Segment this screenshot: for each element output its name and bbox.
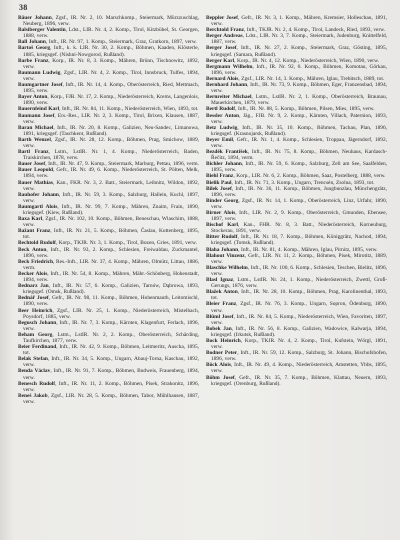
entry-name: Bezděk František bbox=[206, 149, 248, 156]
entry-details: , Korp., FJB. Nr. 17, 2. Komp., Niederösterreich, Krems, Langenlois, 1890, verw. bbox=[23, 94, 199, 107]
entry-name: Barbe Franz bbox=[18, 57, 49, 64]
casualty-entry bbox=[206, 301, 387, 313]
entry-name: Bitter Rudolf bbox=[206, 234, 238, 241]
casualty-entry bbox=[206, 125, 387, 137]
entry-name: Berger Karl bbox=[206, 57, 235, 64]
casualty-entry bbox=[18, 192, 199, 204]
entry-name: Bleier Franz bbox=[206, 301, 237, 308]
entry-name: Berger Andreas bbox=[206, 33, 243, 40]
casualty-entry bbox=[18, 259, 199, 271]
entry-name: Ball Johann bbox=[18, 39, 46, 46]
casualty-entry bbox=[206, 149, 387, 161]
entry-name: Beyer Emil bbox=[206, 136, 233, 143]
casualty-entry bbox=[206, 277, 387, 289]
entry-name: Böhm Josef bbox=[206, 374, 235, 381]
entry-details: , Inft., IR. Nr. 59, 3. Komp., Salzburg, Hallein, Kuchl, 1897, verw. bbox=[23, 191, 199, 204]
entry-name: Bauernfeind Karl bbox=[18, 106, 60, 113]
entry-details: , Inft., IR. Nr. 54, 8. Komp., Mähren, Mähr.-Schönberg, Hohenstadt, 1894, verw. bbox=[23, 270, 199, 284]
entry-name: Bauer Leopold bbox=[18, 167, 53, 174]
casualty-entry bbox=[18, 167, 199, 179]
entry-name: Bobek Jan bbox=[206, 325, 232, 332]
casualty-entry bbox=[18, 82, 199, 94]
casualty-entry bbox=[206, 265, 387, 277]
casualty-entry bbox=[18, 332, 199, 344]
entry-name: Bartoš Georg bbox=[18, 45, 51, 52]
entry-details: , Inft., IR. Nr. 21, 5. Komp., Böhmen, Časlau, Kuttenberg, 1895, tot. bbox=[23, 228, 199, 241]
entry-details: , Inft., IR. Nr. 36, 11. Komp., Böhmen, Jungbunzlau, Münchengrätz, 1896, verw. bbox=[211, 185, 387, 198]
casualty-entry bbox=[18, 308, 199, 320]
casualty-entry bbox=[18, 45, 199, 57]
casualty-entry bbox=[206, 222, 387, 234]
entry-name: Bauhofer Johann bbox=[18, 191, 59, 198]
entry-details: , Inft., IR. Nr. 97, 1. Komp., Steiermark, Graz, Gratkorn, 1897, verw. bbox=[45, 39, 197, 46]
entry-details: , Korp., IR. Nr. 4, 12. Komp., Niederösterreich, Wien, 1890, verw. bbox=[234, 57, 379, 64]
entry-details: , Inft., IR. Nr. 28, 10. Komp., Böhmen, Prag, Karolinenthal, 1893, tot. bbox=[211, 289, 387, 302]
casualty-entry bbox=[206, 137, 387, 149]
entry-name: Böck Alois bbox=[206, 362, 231, 369]
entry-name: Beck Anton bbox=[18, 246, 47, 253]
entry-details: , Gefr., IR. Nr. 3, 1. Komp., Mähren, Kremsier, Holleschau, 1891, verw. bbox=[211, 15, 387, 28]
entry-name: Blüml Josef bbox=[206, 313, 234, 320]
entry-name: Blaha Johann bbox=[206, 246, 239, 253]
entry-name: Blahout Vinzenz bbox=[206, 252, 245, 259]
entry-name: Bauer Mathias bbox=[18, 179, 53, 186]
entry-details: , Lstm., LstIR. Nr. 1, 4. Komp., Niederösterreich, Baden, Traiskirchen, 1878, verw. bbox=[23, 149, 199, 162]
casualty-entry bbox=[18, 137, 199, 149]
entry-details: , Ers.-Res., LIR. Nr. 2, 3. Komp., Tirol, Brixen, Klausen, 1887, verw. bbox=[23, 112, 199, 125]
entry-name: Benda Václav bbox=[18, 368, 51, 375]
casualty-entry bbox=[206, 350, 387, 362]
entry-name: Bessler Anton bbox=[206, 112, 240, 119]
casualty-entry bbox=[18, 70, 199, 82]
entry-details: , Inft., IR. Nr. 84, 11. Komp., Niederösterreich, Wien, 1893, tot. bbox=[59, 106, 199, 113]
entry-details: , Inft., IR. Nr. 73, 9. Komp., Böhmen, Eger, Franzensbad, 1894, verw. bbox=[211, 82, 387, 95]
entry-details: , Gefr., LIR. Nr. 11, 2. Komp., Böhmen, Pisek, Mirotitz, 1889, verw. bbox=[211, 252, 387, 265]
casualty-entry bbox=[18, 381, 199, 393]
entry-name: Blažek Anton bbox=[206, 289, 238, 296]
entry-name: Blasl Ignaz bbox=[206, 277, 234, 284]
entry-name: Bielik Paul bbox=[206, 179, 232, 186]
casualty-entry bbox=[18, 113, 199, 125]
entry-name: Bernreiter Michael bbox=[206, 94, 252, 101]
casualty-entry bbox=[18, 344, 199, 356]
casualty-entry bbox=[18, 356, 199, 368]
entry-name: Begusch Johann bbox=[18, 319, 57, 326]
entry-name: Bednarz Jan bbox=[18, 283, 49, 290]
entry-details: , Inft., IR. Nr. 59, 12. Komp., Salzburg, St. Johann, Bischofshofen, 1896, verw. bbox=[211, 350, 387, 363]
entry-details: , Inft., IR. Nr. 20, 8. Komp., Galizien, Neu-Sandec, Limanowa, 1891, kriegsgef. (Taschkent, Rußland). bbox=[23, 124, 199, 137]
entry-details: , Zgsf., IR. Nr. 76, 3. Komp., Ungarn, Sopron, Ödenburg, 1890, verw. bbox=[211, 301, 387, 314]
entry-details: , Inft., IR. Nr. 14, 4. Komp., Oberösterreich, Ried, Mettmach, 1895, verw. bbox=[23, 82, 199, 95]
entry-name: Bäuer Johann bbox=[18, 15, 52, 21]
entry-details: , Res.-Inft., LIR. Nr. 37, 4. Komp., Mähren, Olmütz, Littau, 1886, verm. bbox=[23, 258, 199, 271]
entry-details: , Gefr., IR. Nr. 98, 11. Komp., Böhmen, Hohenmauth, Leitomischl, 1890, verw. bbox=[23, 295, 199, 308]
casualty-entry bbox=[18, 228, 199, 240]
entry-details: , Inft., IR. Nr. 92, 6. Komp., Böhmen, Komotau, Görkau, 1896, verw. bbox=[211, 63, 387, 76]
casualty-entry bbox=[18, 393, 199, 405]
entry-name: Bertl Rudolf bbox=[206, 106, 236, 113]
entry-details: , Gefr., IR. Nr. 49, 6. Komp., Niederösterreich, St. Pölten, Melk, 1894, verw. bbox=[23, 167, 199, 180]
casualty-entry bbox=[206, 338, 387, 350]
entry-name: Bayer Anton bbox=[18, 94, 48, 101]
entry-details: , Inft., TKJR. Nr. 2, 4. Komp., Tirol, Landeck, Ried, 1893, verw. bbox=[243, 27, 386, 34]
casualty-entry bbox=[206, 198, 387, 210]
entry-name: Binder Georg bbox=[206, 197, 239, 204]
entry-details: , Gefr., IR. Nr. 1, 4. Komp., Schlesien, Troppau, Jägerndorf, 1892, verw. bbox=[211, 136, 387, 149]
entry-name: Blaschke Wilhelm bbox=[206, 264, 248, 271]
casualty-entry bbox=[206, 15, 387, 27]
casualty-entry bbox=[18, 271, 199, 283]
entry-details: , Inft., IR. Nr. 100, 6. Komp., Schlesien, Teschen, Bielitz, 1896, verw. bbox=[211, 264, 387, 277]
casualty-entry bbox=[18, 94, 199, 106]
entry-name: Bernard Alois bbox=[206, 75, 239, 82]
casualty-entry bbox=[206, 186, 387, 198]
entry-name: Bernhard Johann bbox=[206, 82, 248, 89]
casualty-entry bbox=[206, 94, 387, 106]
entry-details: , Jäg., FJB. Nr. 9, 2. Komp., Kärnten, Villach, Paternion, 1893, verw. bbox=[211, 112, 387, 125]
entry-details: , Zgsf., IR. Nr. 14, 1. Komp., Oberösterreich, Linz, Urfahr, 1890, verw. bbox=[211, 197, 387, 210]
entry-details: , Korp., TKJR. Nr. 4, 2. Komp., Tirol, Kufstein, Wörgl, 1891, verw. bbox=[211, 337, 387, 351]
casualty-entry bbox=[18, 216, 199, 228]
entry-details: , Inft., IR. Nr. 18, 7. Komp., Böhmen, Königgrätz, Nachod, 1894, kriegsgef. (Tomsk, Rußland). bbox=[211, 234, 387, 247]
entry-details: , Inft., IR. Nr. 35, 10. Komp., Böhmen, Tachau, Plan, 1896, kriegsgef. (Krasnojarsk, Rußland). bbox=[211, 124, 387, 137]
casualty-entry bbox=[18, 180, 199, 192]
entry-details: , Inft., k. k. LIR. Nr. 30, 2. Komp., Böhmen, Kaaden, Klösterle, 1885, kriegsgef. (Nishni-Nowgorod, Rußland). bbox=[23, 45, 199, 58]
entry-name: Bažant Franz bbox=[18, 228, 51, 235]
entry-details: , Korp., IR. Nr. 8, 3. Komp., Mähren, Brünn, Tischnowitz, 1892, verw. bbox=[23, 57, 199, 70]
casualty-entry bbox=[206, 113, 387, 125]
entry-name: Baxa Karl bbox=[18, 216, 43, 223]
entry-name: Betz Ludwig bbox=[206, 124, 238, 131]
entry-details: , Inft., IR. Nr. 7, 3. Komp., Kärnten, Klagenfurt, Ferlach, 1896, verw. bbox=[23, 319, 199, 332]
casualty-entry bbox=[206, 64, 387, 76]
casualty-entry bbox=[206, 45, 387, 57]
casualty-entry bbox=[18, 295, 199, 307]
entry-details: , Gefr., IR. Nr. 35, 7. Komp., Böhmen, Klattau, Neuern, 1893, kriegsgef. (Orenburg, Rußland). bbox=[211, 374, 387, 387]
entry-details: , Inft., IR. Nr. 27, 2. Komp., Steiermark, Graz, Gösting, 1895, kriegsgef. (Samara, Rußland). bbox=[211, 45, 387, 58]
entry-name: Bodner Peter bbox=[206, 350, 238, 357]
entry-details: , Zgsf., IR. Nr. 2, 10. Marschkomp., Steiermark, Mürzzuschlag, Neuberg, 1896, verw. bbox=[23, 15, 199, 28]
entry-name: Beham Georg bbox=[18, 331, 53, 338]
casualty-entry bbox=[18, 283, 199, 295]
entry-name: Benesch Rudolf bbox=[18, 380, 56, 387]
casualty-entry bbox=[18, 368, 199, 380]
casualty-entry bbox=[206, 375, 387, 387]
entry-details: , Inft., IR. Nr. 91, 7. Komp., Böhmen, Budweis, Frauenberg, 1894, verw. bbox=[23, 368, 199, 381]
right-column bbox=[206, 15, 387, 535]
entry-details: , Korp., LIR. Nr. 6, 2. Komp., Böhmen, Saaz, Postelberg, 1888, verw. bbox=[233, 173, 386, 180]
entry-name: Beneš Jakob bbox=[18, 392, 48, 399]
casualty-entry bbox=[206, 33, 387, 45]
entry-name: Baumgartner Josef bbox=[18, 82, 63, 89]
entry-details: , Inft., IR. Nr. 49, 4. Komp., Niederösterreich, Amstetten, Ybbs, 1895, verw. bbox=[211, 362, 387, 375]
entry-details: , Inft., IR. Nr. 75, 8. Komp., Böhmen, Neuhaus, Kardasch-Řečitz, 1894, verm. bbox=[211, 149, 387, 162]
casualty-entry bbox=[18, 320, 199, 332]
entry-details: , Inft., IR. Nr. 11, 2. Komp., Böhmen, Pisek, Strakonitz, 1896, verw. bbox=[23, 380, 199, 393]
entry-details: , Ldst., LIR. Nr. 4, 2. Komp., Tirol, Kitzbühel, St. Georgen, 1888, verw. bbox=[23, 27, 199, 40]
entry-details: , Zgsf., IR. Nr. 102, 10. Komp., Böhmen, Beneschau, Wlaschim, 1888, verw. bbox=[23, 216, 199, 229]
casualty-entry bbox=[18, 149, 199, 161]
entry-name: Baumann Josef bbox=[18, 112, 55, 119]
entry-details: , Inft., IR. Nr. 99, 7. Komp., Mähren, Znaim, Frain, 1890, kriegsgef. (Kiew, Rußland). bbox=[23, 203, 199, 216]
entry-details: , Kan., FKR. Nr. 3, 2. Batt., Steiermark, Leibnitz, Wildon, 1892, verw. bbox=[23, 179, 199, 192]
casualty-entry bbox=[206, 253, 387, 265]
entry-name: Bergmann Wilhelm bbox=[206, 63, 253, 70]
casualty-entry bbox=[18, 15, 199, 27]
entry-name: Belak Stefan bbox=[18, 356, 48, 363]
casualty-entry bbox=[206, 314, 387, 326]
entry-name: Beer Heinrich bbox=[18, 307, 53, 314]
entry-name: Baumann Ludwig bbox=[18, 69, 61, 76]
casualty-entry bbox=[206, 289, 387, 301]
entry-details: , Inft., IR. Nr. 56, 8. Komp., Galizien, Wadowice, Kalwarja, 1894, kriegsgef. (Irkutsk, Rußland). bbox=[211, 325, 387, 338]
entry-details: , Inft., IR. Nr. 57, 6. Komp., Galizien, Tarnów, Dąbrowa, 1893, kriegsgef. (Omsk, Rußland). bbox=[23, 283, 199, 296]
entry-name: Beck Friedrich bbox=[18, 258, 53, 265]
entry-details: , Lstm., LstIR. Nr. 24, 1. Komp., Niederösterreich, Zwettl, Groß-Gerungs, 1876, verw. bbox=[211, 277, 387, 290]
entry-details: , Inft., IR. Nr. 34, 5. Komp., Ungarn, Abauj-Torna, Kaschau, 1892, verw. bbox=[23, 356, 199, 369]
entry-details: , Inft., IR. Nr. 47, 9. Komp., Steiermark, Marburg, Pettau, 1896, verm. bbox=[45, 161, 199, 168]
casualty-entry bbox=[18, 125, 199, 137]
entry-name: Becker Alois bbox=[18, 270, 48, 277]
entry-name: Beier Ferdinand bbox=[18, 344, 57, 351]
entry-details: , Inft., IR. Nr. 93, 2. Komp., Schlesien, Freiwaldau, Zuckmantel, 1896, verw. bbox=[23, 246, 199, 259]
entry-details: , Ldst., LIR. Nr. 3, 7. Komp., Steiermark, Judenburg, Knittelfeld, 1887, verw. bbox=[211, 33, 387, 46]
entry-name: Balsiberger Valentin bbox=[18, 27, 66, 34]
entry-details: , Lstm., LstIR. Nr. 2, 1. Komp., Oberösterreich, Braunau, Mauerkirchen, 1879, verw. bbox=[211, 94, 387, 107]
casualty-entry bbox=[18, 204, 199, 216]
entry-details: , Inft., IR. Nr. 42, 9. Komp., Böhmen, Leitmeritz, Auscha, 1895, tot. bbox=[23, 344, 199, 357]
entry-name: Bechtold Rudolf bbox=[18, 240, 56, 247]
entry-name: Birner Alois bbox=[206, 210, 236, 216]
entry-details: , Zgsf., LIR. Nr. 28, 5. Komp., Böhmen, Tabor, Mühlhausen, 1887, verw. bbox=[23, 392, 199, 405]
casualty-entry bbox=[18, 27, 199, 39]
entry-name: Bischof Karl bbox=[206, 222, 238, 229]
entry-details: , Zgsf., LIR. Nr. 14, 3. Komp., Mähren, Iglau, Trebitsch, 1889, tot. bbox=[238, 75, 385, 82]
casualty-entry bbox=[206, 234, 387, 246]
entry-name: Bartl Franz bbox=[18, 149, 49, 156]
entry-name: Baumgartl Alois bbox=[18, 203, 58, 210]
entry-name: Bichler Johann bbox=[206, 161, 242, 168]
entry-name: Bednář Josef bbox=[18, 295, 49, 302]
casualty-entry bbox=[206, 326, 387, 338]
entry-name: Berchtold Franz bbox=[206, 27, 244, 34]
entry-name: Bauer Josef bbox=[18, 161, 46, 168]
entry-details: , Inft., IR. Nr. 71, 3. Komp., Ungarn, Trencsén, Zsolna, 1893, tot. bbox=[231, 179, 375, 186]
entry-name: Bock Heinrich bbox=[206, 337, 241, 344]
entry-details: , Zgsf., LIR. Nr. 4, 2. Komp., Tirol, Innsbruck, Tulfes, 1894, verw. bbox=[23, 69, 199, 82]
entry-details: , Zgsf., LIR. Nr. 25, 1. Komp., Niederösterreich, Mistelbach, Poysdorf, 1885, verw. bbox=[23, 307, 199, 320]
entry-name: Beppler Josef bbox=[206, 15, 238, 21]
casualty-entry bbox=[206, 82, 387, 94]
casualty-entry bbox=[206, 362, 387, 374]
entry-details: , Inft., IR. Nr. 59, 6. Komp., Salzburg, Zell am See, Saalfelden, 1895, verw. bbox=[211, 161, 387, 174]
left-column bbox=[18, 15, 199, 535]
casualty-entry bbox=[206, 210, 387, 222]
entry-name: Baran Michael bbox=[18, 124, 54, 131]
entry-name: Biehl Franz bbox=[206, 173, 234, 180]
entry-name: Barth Wenzel bbox=[18, 136, 51, 143]
entry-name: Bílek Josef bbox=[206, 185, 232, 192]
casualty-entry bbox=[206, 161, 387, 173]
entry-name: Berger Josef bbox=[206, 45, 237, 52]
entry-details: , Inft., LIR. Nr. 2, 9. Komp., Oberösterreich, Gmunden, Ebensee, 1897, verw. bbox=[211, 210, 387, 223]
entry-details: , Inft., IR. Nr. 81, 4. Komp., Mähren, Iglau, Pirnitz, 1895, verw. bbox=[238, 246, 378, 253]
entry-details: , Zgsf., IR. Nr. 28, 12. Komp., Böhmen, Prag, Smichow, 1889, verw. bbox=[23, 136, 199, 149]
entry-details: , Inft., IR. Nr. 84, 5. Komp., Niederösterreich, Wien, Favoriten, 1897, verw. bbox=[211, 313, 387, 326]
entry-details: , Kan., FHR. Nr. 8, 3. Batt., Niederösterreich, Korneuburg, Stockerau, 1891, verw. bbox=[211, 222, 387, 235]
page-number: 38 bbox=[19, 3, 28, 12]
entry-details: , Lstm., LstIR. Nr. 2, 2. Komp., Oberösterreich, Schärding, Taufkirchen, 1877, verw. bbox=[23, 331, 199, 344]
entry-details: , Korp., TKJR. Nr. 3, 1. Komp., Tirol, Bozen, Gries, 1891, verw. bbox=[55, 240, 197, 247]
casualty-entry bbox=[18, 58, 199, 70]
casualty-entry bbox=[18, 247, 199, 259]
entry-details: , Inft., IR. Nr. 88, 5. Komp., Böhmen, Pilsen, Mies, 1895, verw. bbox=[235, 106, 375, 113]
